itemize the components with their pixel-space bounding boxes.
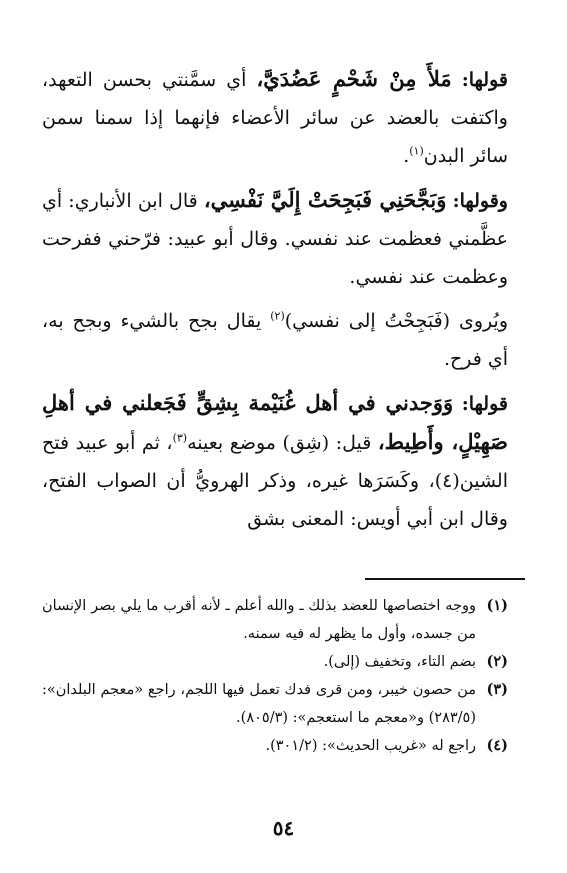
footnote-item <box>42 592 508 648</box>
footnotes <box>42 592 508 760</box>
footnote-text: بضم التاء، وتخفيف (إلى). <box>323 654 476 670</box>
footnote-number: (١) <box>486 597 508 614</box>
quoted-phrase: وَبَجَّحَنِي فَبَجِحَتْ إِلَيَّ نَفْسِي، <box>203 187 447 212</box>
lead-label: قولها: <box>461 393 508 415</box>
paragraph-4 <box>42 384 508 538</box>
page-number: ٥٤ <box>272 816 295 840</box>
lead-label: وقولها: <box>452 190 508 212</box>
footnote-ref[interactable]: (٢) <box>270 309 285 323</box>
quoted-phrase: مَلأَ مِنْ شَحْمٍ عَضُدَيَّ، <box>256 66 452 91</box>
commentary-text: قيل: (شِق) موضع بعينه <box>187 432 372 454</box>
footnote-number: (٤) <box>486 737 508 754</box>
commentary-tail: يقال بجح بالشيء وبجح به، أي فرح. <box>42 310 508 370</box>
paragraph-1 <box>42 60 508 175</box>
footnote-item <box>42 648 508 676</box>
footnote-ref[interactable]: (٣) <box>172 431 188 445</box>
commentary-tail: ، ثم أبو عبيد فتح الشين(٤)، وكَسَرَها غيره، وذكر الهرويُّ أن الصواب الفتح، وقال ابن أبي أويس: المعنى بشق <box>42 432 508 530</box>
footnote-ref[interactable]: (١) <box>409 144 424 158</box>
footnote-item <box>42 676 508 732</box>
main-text <box>42 60 508 544</box>
footnote-text: ووجه اختصاصها للعضد بذلك ـ والله أعلم ـ لأنه أقرب ما يلي بصر الإنسان من جسده، وأول ما يظهر له فيه سمنه. <box>42 598 476 642</box>
footnote-number: (٣) <box>486 681 508 698</box>
footnote-number: (٢) <box>486 653 508 670</box>
paragraph-3 <box>42 302 508 378</box>
commentary-text: قال ابن الأنباري: أي عظَّمني فعظمت عند نفسي. وقال أبو عبيد: فرّحني ففرحت وعظمت عند نفسي. <box>42 190 508 288</box>
commentary-text: ويُروى (فَبَجِحْتُ إلى نفسي) <box>284 310 508 332</box>
footnote-item <box>42 732 508 760</box>
footnote-text: من حصون خيبر، ومن قرى فدك تعمل فيها اللجم، راجع «معجم البلدان»: (٢٨٣/٥) و«معجم ما استعجم»: (٨٠٥/٣). <box>42 682 476 726</box>
paragraph-2 <box>42 181 508 296</box>
commentary-text: أي سمَّنتي بحسن التعهد، واكتفت بالعضد عن سائر الأعضاء فإنهما إذا سمنا سمن سائر البدن <box>42 69 508 167</box>
quoted-phrase: وَوَجدني في أهل غُنَيْمة بِشِقٍّ فَجَعلني في أهلِ صَهِيْلٍ، وأَطِيط، <box>42 390 508 454</box>
commentary-tail: . <box>403 145 410 167</box>
lead-label: قولها: <box>461 69 508 91</box>
footnote-divider <box>365 578 525 580</box>
footnote-text: راجع له «غريب الحديث»: (٣٠١/٢). <box>265 738 476 754</box>
